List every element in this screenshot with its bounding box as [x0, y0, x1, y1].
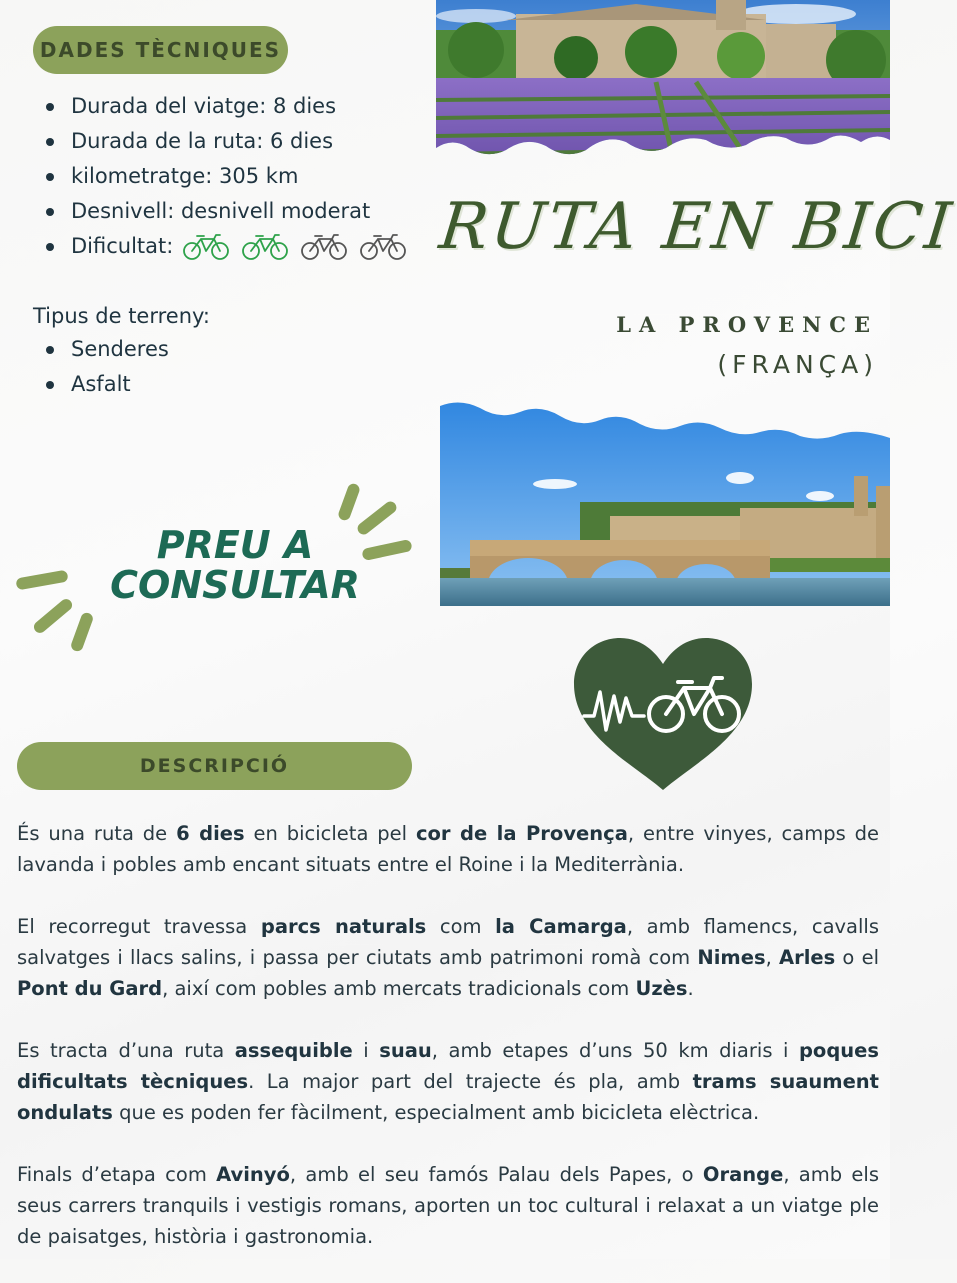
- region-subtitle: LA PROVENCE: [616, 312, 878, 337]
- main-title: RUTA EN BICI: [436, 190, 957, 264]
- tech-data-list: [33, 89, 406, 264]
- heart-bike-icon: [570, 634, 756, 792]
- lavender-field-photo: [436, 0, 890, 172]
- highlight-text: la Camarga: [495, 915, 627, 938]
- description-heading: DESCRIPCIÓ: [17, 742, 412, 790]
- highlight-text: trams suaument ondulats: [17, 1070, 879, 1124]
- highlight-text: cor de la Provença: [415, 822, 628, 845]
- price-line-1: PREU A: [156, 523, 314, 567]
- tech-item-distance: kilometratge: 305 km: [33, 159, 406, 194]
- difficulty-label: Dificultat:: [71, 234, 174, 258]
- highlight-text: 6 dies: [176, 822, 245, 845]
- paragraph-text: , amb el seu famós Palau dels Papes, o: [289, 1163, 703, 1186]
- bicycle-icon: [242, 233, 288, 261]
- country-label: (FRANÇA): [717, 350, 878, 379]
- terrain-item-trails: Senderes: [33, 332, 169, 367]
- description-paragraph: [17, 911, 879, 1004]
- paragraph-text: en bicicleta pel: [244, 822, 416, 845]
- paragraph-text: com: [426, 915, 496, 938]
- description-paragraph: [17, 818, 879, 880]
- paragraph-text: , amb etapes d’uns 50 km diaris i: [431, 1039, 799, 1062]
- price-callout: [90, 525, 380, 605]
- paragraph-text: Finals d’etapa com: [17, 1163, 217, 1186]
- highlight-text: Pont du Gard: [17, 977, 163, 1000]
- tech-item-difficulty: [33, 229, 406, 264]
- paragraph-text: , amb els seus carrers tranquils i vestigis romans, aporten un toc cultural i relaxat a un viatge ple de paisatges, història i gastronomia.: [17, 1163, 879, 1248]
- highlight-text: Nimes: [697, 946, 766, 969]
- paragraph-text: El recorregut travessa: [17, 915, 261, 938]
- tech-item-route-duration: Durada de la ruta: 6 dies: [33, 124, 406, 159]
- highlight-text: Avinyó: [216, 1163, 290, 1186]
- highlight-text: suau: [379, 1039, 432, 1062]
- highlight-text: poques dificultats tècniques: [17, 1039, 879, 1093]
- tech-data-heading: DADES TÈCNIQUES: [33, 26, 288, 74]
- paragraph-text: i: [352, 1039, 380, 1062]
- terrain-title: Tipus de terreny:: [33, 304, 210, 328]
- highlight-text: Orange: [702, 1163, 784, 1186]
- difficulty-rating: [183, 233, 406, 261]
- price-accent-dash: [337, 482, 361, 522]
- highlight-text: Arles: [778, 946, 836, 969]
- price-line-2: CONSULTAR: [110, 563, 360, 607]
- description-paragraph: [17, 1035, 879, 1128]
- bicycle-icon: [360, 233, 406, 261]
- tech-item-elevation: Desnivell: desnivell moderat: [33, 194, 406, 229]
- terrain-item-asphalt: Asfalt: [33, 367, 169, 402]
- highlight-text: assequible: [234, 1039, 353, 1062]
- price-accent-dash: [15, 570, 68, 591]
- description-body: [17, 818, 879, 1283]
- bicycle-icon: [183, 233, 229, 261]
- paragraph-text: Es tracta d’una ruta: [17, 1039, 235, 1062]
- paragraph-text: que es poden fer fàcilment, especialment amb bicicleta elèctrica.: [112, 1101, 760, 1124]
- highlight-text: Uzès: [635, 977, 688, 1000]
- bicycle-icon: [301, 233, 347, 261]
- highlight-text: parcs naturals: [260, 915, 427, 938]
- price-accent-dash: [32, 597, 75, 636]
- price-accent-dash: [70, 611, 95, 653]
- avignon-bridge-photo: [440, 398, 890, 606]
- paragraph-text: És una ruta de: [17, 822, 177, 845]
- paragraph-text: , així com pobles amb mercats tradicionals com: [162, 977, 636, 1000]
- paragraph-text: , entre vinyes, camps de lavanda i pobles amb encant situats entre el Roine i la Mediterrània.: [17, 822, 879, 876]
- paragraph-text: .: [687, 977, 694, 1000]
- terrain-list: [33, 332, 169, 402]
- tech-item-trip-duration: Durada del viatge: 8 dies: [33, 89, 406, 124]
- description-paragraph: [17, 1159, 879, 1252]
- paragraph-text: o el: [835, 946, 879, 969]
- paragraph-text: ,: [765, 946, 779, 969]
- paragraph-text: , amb flamencs, cavalls salvatges i llacs salins, i passa per ciutats amb patrimoni romà com: [17, 915, 879, 969]
- paragraph-text: . La major part del trajecte és pla, amb: [248, 1070, 693, 1093]
